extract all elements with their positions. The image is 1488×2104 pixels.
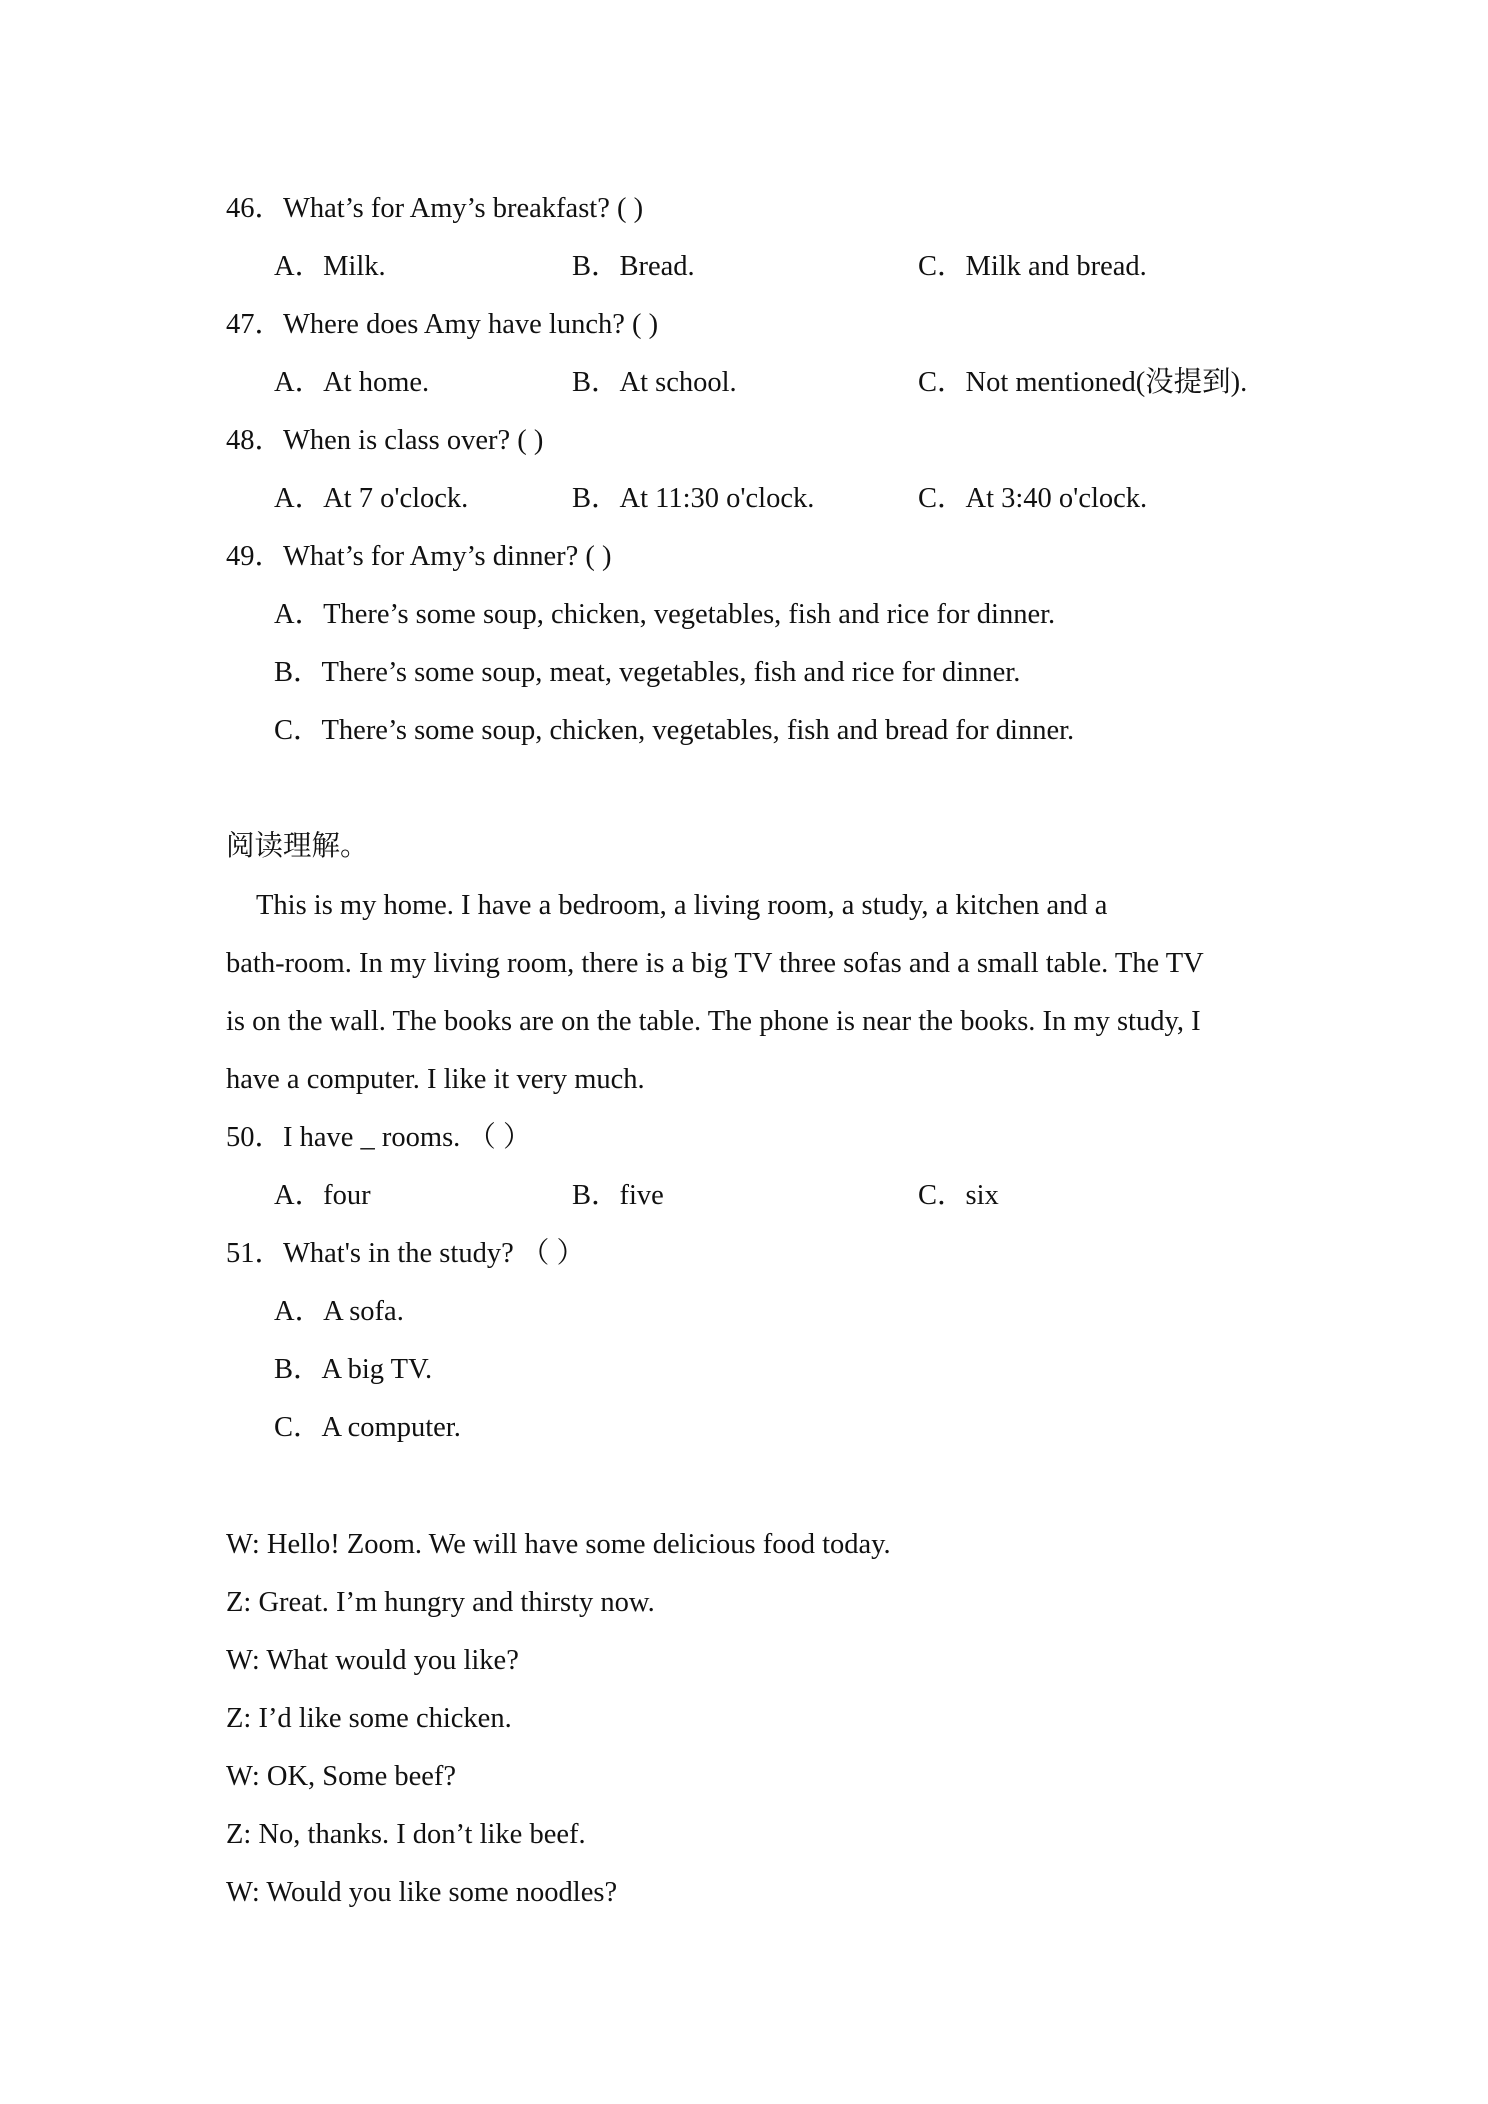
dialogue-line: W: Would you like some noodles? — [226, 1877, 618, 1908]
question-50-option-a: A．four — [274, 1180, 371, 1211]
question-48-option-c: C．At 3:40 o'clock. — [918, 483, 1148, 514]
question-51-stem: 51．What's in the study? （ ） — [226, 1238, 585, 1269]
question-50-option-c: C．six — [918, 1180, 999, 1211]
reading-heading: 阅读理解。 — [226, 831, 369, 862]
question-49-option-b: B．There’s some soup, meat, vegetables, fish and rice for dinner. — [274, 657, 1021, 688]
question-47-option-a: A．At home. — [274, 367, 430, 398]
dialogue-line: W: What would you like? — [226, 1645, 519, 1676]
dialogue-line: Z: No, thanks. I don’t like beef. — [226, 1819, 586, 1850]
dialogue-line: Z: I’d like some chicken. — [226, 1703, 512, 1734]
question-49-stem: 49．What’s for Amy’s dinner? ( ) — [226, 541, 612, 572]
passage-line: is on the wall. The books are on the table. The phone is near the books. In my study, I — [226, 1006, 1201, 1037]
question-51-option-a: A．A sofa. — [274, 1296, 404, 1327]
question-51-option-c: C．A computer. — [274, 1412, 461, 1443]
passage-line: bath-room. In my living room, there is a big TV three sofas and a small table. The TV — [226, 948, 1204, 979]
question-46-option-a: A．Milk. — [274, 251, 386, 282]
question-49-option-c: C．There’s some soup, chicken, vegetables, fish and bread for dinner. — [274, 715, 1075, 746]
passage-line: have a computer. I like it very much. — [226, 1064, 645, 1095]
question-48-option-b: B．At 11:30 o'clock. — [572, 483, 815, 514]
question-50-option-b: B．five — [572, 1180, 664, 1211]
passage-line: This is my home. I have a bedroom, a living room, a study, a kitchen and a — [256, 890, 1108, 921]
question-46-option-b: B．Bread. — [572, 251, 695, 282]
dialogue-line: W: Hello! Zoom. We will have some delicious food today. — [226, 1529, 891, 1560]
question-47-option-b: B．At school. — [572, 367, 737, 398]
dialogue-line: W: OK, Some beef? — [226, 1761, 457, 1792]
question-48-option-a: A．At 7 o'clock. — [274, 483, 469, 514]
question-49-option-a: A．There’s some soup, chicken, vegetables, fish and rice for dinner. — [274, 599, 1056, 630]
question-46-stem: 46．What’s for Amy’s breakfast? ( ) — [226, 193, 644, 224]
question-50-stem: 50．I have _ rooms. （ ） — [226, 1122, 532, 1153]
question-47-stem: 47．Where does Amy have lunch? ( ) — [226, 309, 659, 340]
question-51-option-b: B．A big TV. — [274, 1354, 433, 1385]
question-46-option-c: C．Milk and bread. — [918, 251, 1147, 282]
question-48-stem: 48．When is class over? ( ) — [226, 425, 544, 456]
question-47-option-c: C．Not mentioned(没提到). — [918, 367, 1248, 398]
dialogue-line: Z: Great. I’m hungry and thirsty now. — [226, 1587, 655, 1618]
